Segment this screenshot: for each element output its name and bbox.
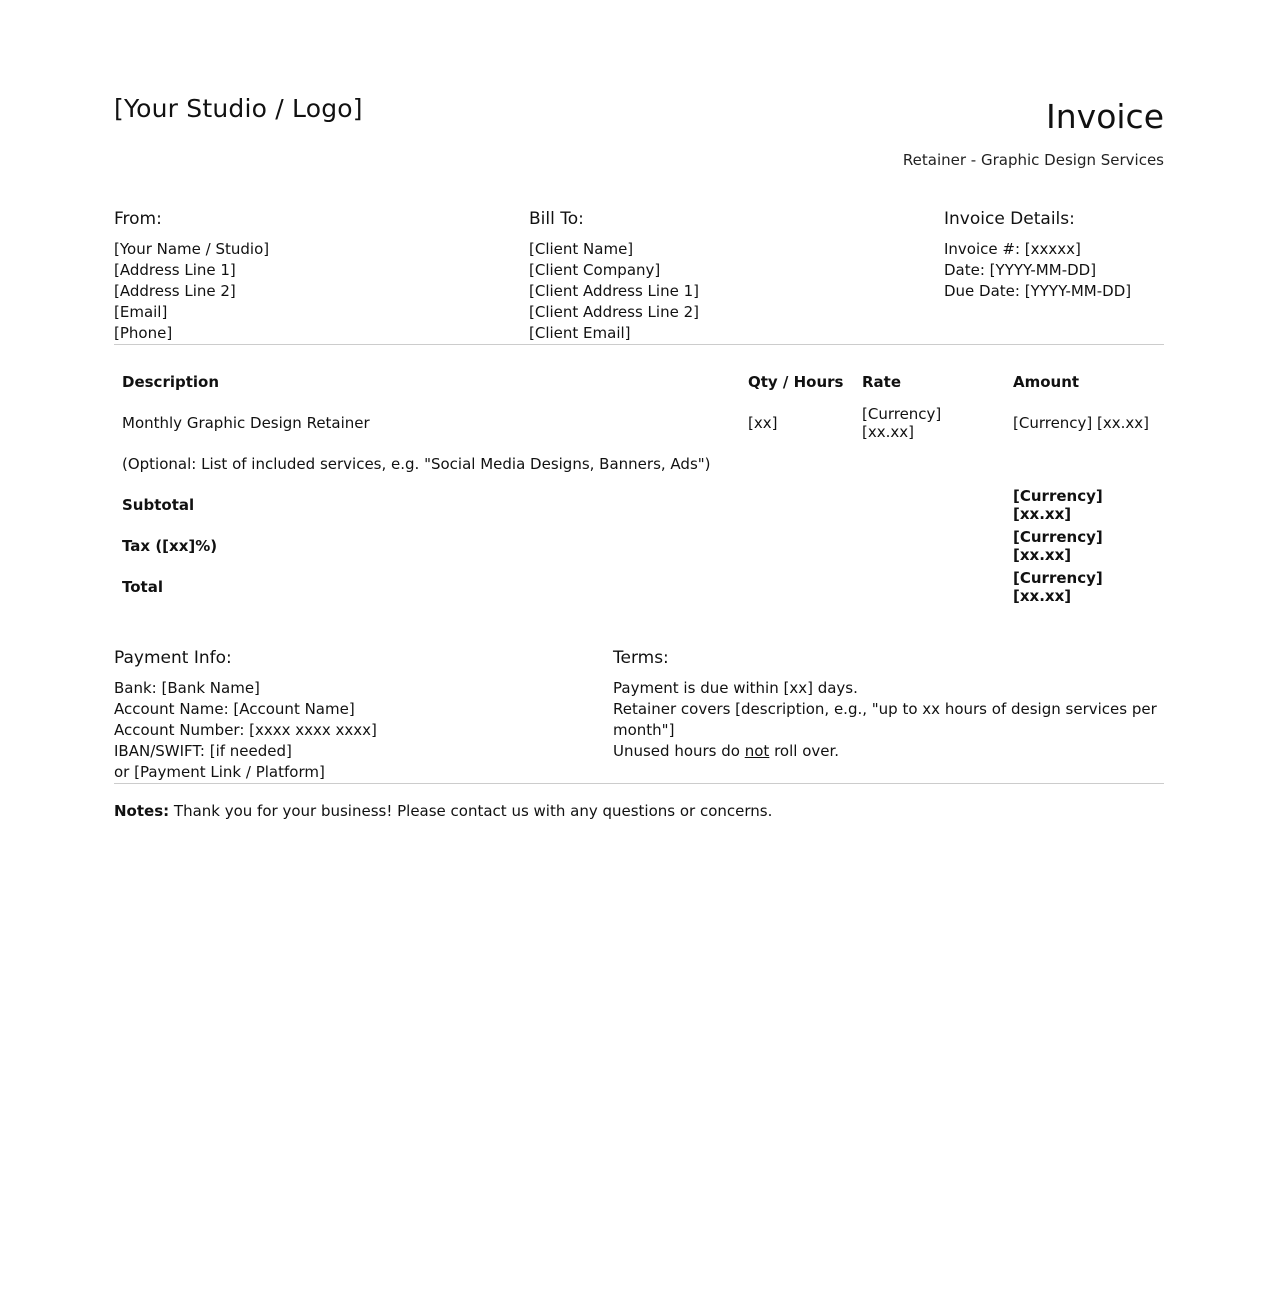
notes-text: Thank you for your business! Please contact us with any questions or concerns. <box>169 802 773 820</box>
terms-text: roll over. <box>769 742 840 760</box>
item-description: Monthly Graphic Design Retainer <box>122 413 370 432</box>
payment-line: Account Name: [Account Name] <box>114 700 355 718</box>
optional-services-note: (Optional: List of included services, e.g. "Social Media Designs, Banners, Ads") <box>122 454 711 473</box>
from-block <box>114 208 529 344</box>
bill-to-heading: Bill To: <box>529 209 584 229</box>
header-description: Description <box>122 372 220 391</box>
payment-line: Bank: [Bank Name] <box>114 679 260 697</box>
parties-section <box>114 208 1164 344</box>
subtotal-amount: [Currency] [xx.xx] <box>1013 486 1103 523</box>
invoice-title: Invoice <box>1046 97 1164 136</box>
total-label: Total <box>122 577 163 596</box>
bill-to-block <box>529 208 944 344</box>
item-qty: [xx] <box>748 413 778 432</box>
bill-to-line: [Client Email] <box>529 324 631 342</box>
invoice-subtitle: Retainer - Graphic Design Services <box>902 151 1164 169</box>
terms-heading: Terms: <box>613 648 669 668</box>
bill-to-line: [Client Name] <box>529 240 634 258</box>
payment-terms-section <box>114 647 1164 783</box>
invoice-number: Invoice #: [xxxxx] <box>944 240 1081 258</box>
from-line: [Address Line 2] <box>114 282 236 300</box>
subtotal-row <box>114 484 1164 525</box>
invoice-header <box>114 94 1164 204</box>
total-row <box>114 566 1164 607</box>
bill-to-line: [Client Address Line 2] <box>529 303 699 321</box>
terms-line: Payment is due within [xx] days. <box>613 679 858 697</box>
invoice-page <box>114 0 1164 820</box>
terms-text: Unused hours do <box>613 742 745 760</box>
header-qty: Qty / Hours <box>748 372 844 391</box>
table-row <box>114 402 1164 443</box>
tax-amount: [Currency] [xx.xx] <box>1013 527 1103 564</box>
studio-logo: [Your Studio / Logo] <box>114 94 363 123</box>
table-row <box>114 443 1164 484</box>
payment-info-heading: Payment Info: <box>114 648 232 668</box>
line-items-table <box>114 361 1164 607</box>
invoice-details-heading: Invoice Details: <box>944 209 1075 229</box>
divider <box>114 783 1164 784</box>
from-line: [Email] <box>114 303 168 321</box>
item-rate: [Currency] [xx.xx] <box>862 404 942 441</box>
subtotal-label: Subtotal <box>122 495 195 514</box>
item-amount: [Currency] [xx.xx] <box>1013 413 1150 432</box>
invoice-details-block <box>944 208 1164 344</box>
terms-block <box>613 647 1164 783</box>
terms-line: Retainer covers [description, e.g., "up to xx hours of design services per month"] <box>613 700 1157 739</box>
header-rate: Rate <box>862 372 902 391</box>
payment-info-block <box>114 647 613 783</box>
notes-label: Notes: <box>114 802 170 820</box>
divider <box>114 344 1164 345</box>
tax-label: Tax ([xx]%) <box>122 536 218 555</box>
header-amount: Amount <box>1013 372 1080 391</box>
bill-to-line: [Client Company] <box>529 261 661 279</box>
payment-line: or [Payment Link / Platform] <box>114 763 325 781</box>
notes <box>114 802 1164 820</box>
tax-row <box>114 525 1164 566</box>
underlined-not: not <box>744 742 770 760</box>
from-line: [Phone] <box>114 324 173 342</box>
total-amount: [Currency] [xx.xx] <box>1013 568 1103 605</box>
invoice-due-date: Due Date: [YYYY-MM-DD] <box>944 282 1132 300</box>
title-block <box>903 94 1164 169</box>
payment-line: Account Number: [xxxx xxxx xxxx] <box>114 721 377 739</box>
invoice-date: Date: [YYYY-MM-DD] <box>944 261 1097 279</box>
from-line: [Address Line 1] <box>114 261 236 279</box>
payment-line: IBAN/SWIFT: [if needed] <box>114 742 292 760</box>
table-header-row <box>114 361 1164 402</box>
terms-line <box>613 741 1164 762</box>
from-heading: From: <box>114 209 162 229</box>
from-line: [Your Name / Studio] <box>114 240 270 258</box>
bill-to-line: [Client Address Line 1] <box>529 282 699 300</box>
